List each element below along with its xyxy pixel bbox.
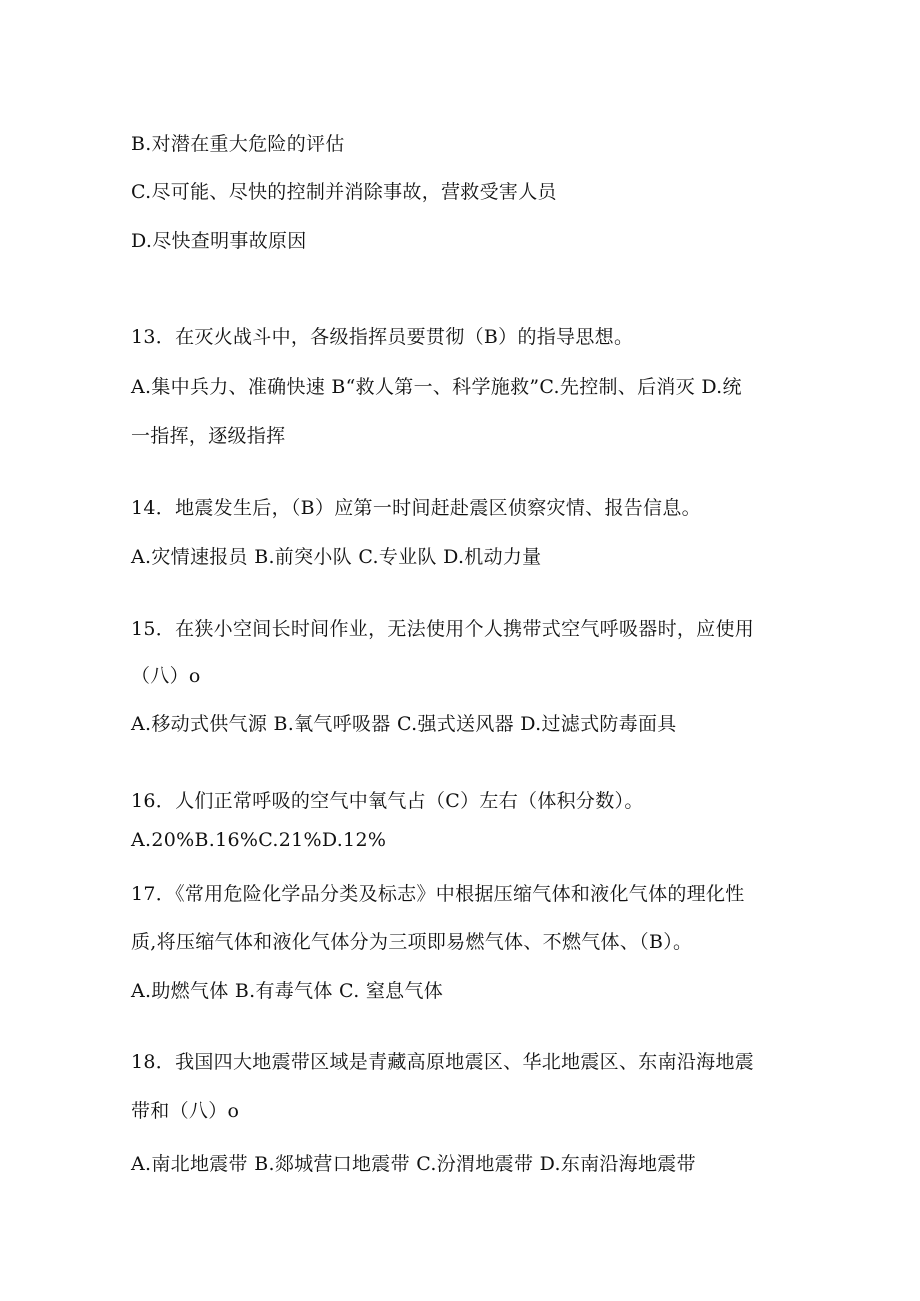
- q12-option-b: B.对潜在重大危险的评估: [131, 133, 345, 155]
- q13-question: 13．在灭火战斗中，各级指挥员要贯彻（B）的指导思想。: [131, 326, 634, 348]
- q16-question: 16．人们正常呼吸的空气中氧气占（C）左右（体积分数）。: [131, 790, 644, 812]
- q17-options: A.助燃气体 B.有毒气体 C. 窒息气体: [131, 980, 444, 1002]
- q12-option-c: C.尽可能、尽快的控制并消除事故，营救受害人员: [131, 181, 557, 203]
- q14-options: A.灾情速报员 B.前突小队 C.专业队 D.机动力量: [131, 546, 542, 568]
- q14-question: 14．地震发生后，（B）应第一时间赶赴震区侦察灾情、报告信息。: [131, 497, 701, 519]
- q15-options: A.移动式供气源 B.氧气呼吸器 C.强式送风器 D.过滤式防毒面具: [131, 713, 677, 735]
- q18-question-line2: 带和（八）o: [131, 1100, 240, 1122]
- q17-question-line2: 质,将压缩气体和液化气体分为三项即易燃气体、不燃气体、（B）。: [131, 931, 693, 953]
- q16-options: A.20%B.16%C.21%D.12%: [131, 829, 387, 851]
- q18-options: A.南北地震带 B.郯城营口地震带 C.汾渭地震带 D.东南沿海地震带: [131, 1153, 696, 1175]
- q15-question-line1: 15．在狭小空间长时间作业，无法使用个人携带式空气呼吸器时，应使用: [131, 618, 755, 640]
- q13-options-line2: 一指挥，逐级指挥: [131, 425, 286, 447]
- q15-question-line2: （八）o: [131, 665, 201, 687]
- q12-option-d: D.尽快查明事故原因: [131, 230, 307, 252]
- q13-options-line1: A.集中兵力、准确快速 B“救人第一、科学施救”C.先控制、后消灭 D.统: [131, 376, 742, 398]
- q18-question-line1: 18．我国四大地震带区域是青藏高原地震区、华北地震区、东南沿海地震: [131, 1051, 755, 1073]
- q17-question-line1: 17．《常用危险化学品分类及标志》中根据压缩气体和液化气体的理化性: [131, 883, 745, 905]
